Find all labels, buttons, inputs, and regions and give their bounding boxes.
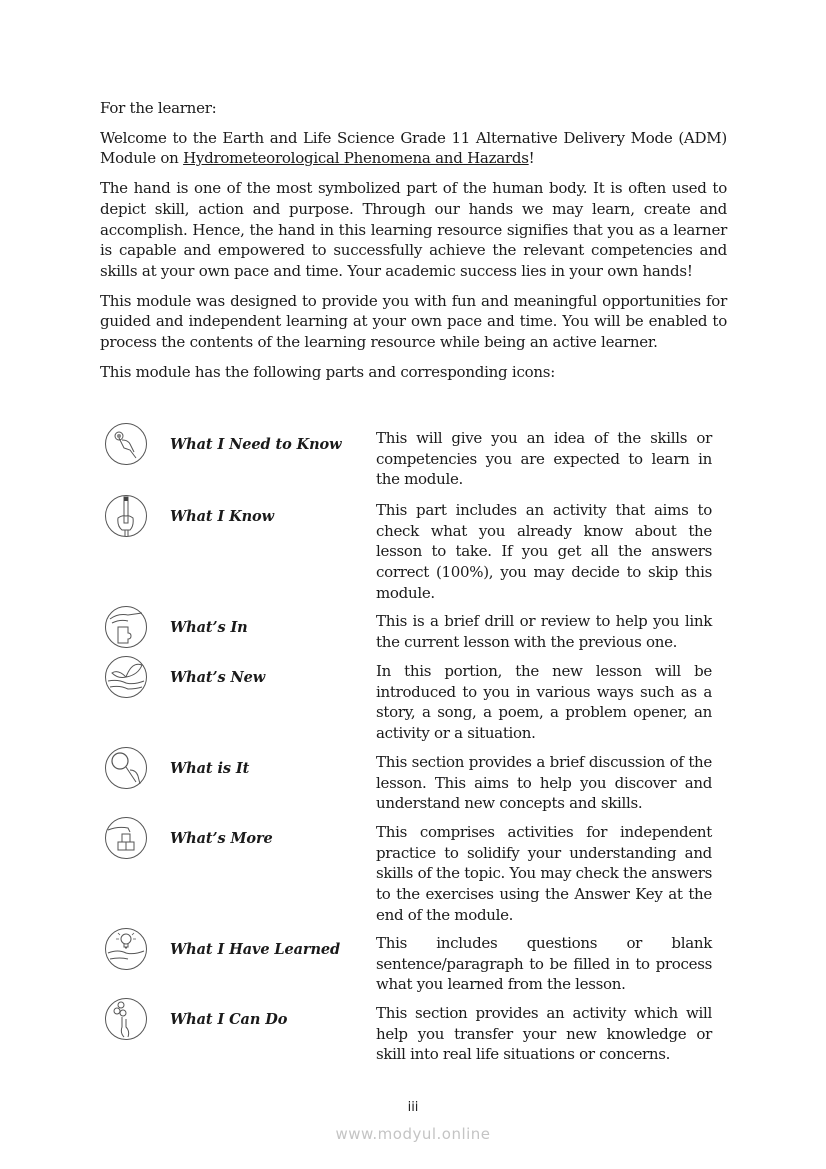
parts-intro: This module has the following parts and corresponding icons: (100, 362, 556, 381)
module-topic: Hydrometeorological Phenomena and Hazards (183, 149, 529, 168)
part-label: What is It (170, 760, 250, 777)
part-label: What I Know (170, 508, 274, 525)
welcome-paragraph (100, 128, 727, 169)
pointing-hand-icon (104, 422, 148, 466)
part-description: This comprises activities for independent practice to solidify your understanding and skills of the topic. You may check the answers to the exercises using the Answer Key at the end of the module. (376, 823, 712, 924)
hand-with-lightbulb-icon (104, 927, 148, 971)
part-label: What’s In (170, 619, 248, 636)
watermark: www.modyul.online (335, 1125, 491, 1143)
hand-with-gears-icon (104, 997, 148, 1041)
part-label: What’s New (170, 669, 266, 686)
hand-with-puzzle-icon (104, 605, 148, 649)
part-description: This part includes an activity that aims to check what you already know about the lesson to take. If you get all the answers correct (100%), you may decide to skip this module. (376, 501, 712, 602)
part-description: This section provides an activity which will help you transfer your new knowledge or skill into real life situations or concerns. (376, 1004, 712, 1064)
part-description: This includes questions or blank sentence/paragraph to be filled in to process what you learned from the lesson. (376, 934, 712, 994)
part-description: This section provides a brief discussion of the lesson. This aims to help you discover and understand new concepts and skills. (376, 753, 712, 813)
part-label: What I Need to Know (170, 436, 342, 453)
greeting: For the learner: (100, 99, 217, 117)
part-label: What I Have Learned (170, 941, 341, 958)
part-description: In this portion, the new lesson will be introduced to you in various ways such as a story, a song, a poem, a problem opener, an activity or a situation. (376, 662, 712, 743)
part-description: This will give you an idea of the skills or competencies you are expected to learn in the module. (376, 429, 712, 489)
part-label: What I Can Do (170, 1011, 288, 1028)
part-label: What’s More (170, 830, 273, 847)
hand-with-sprout-icon (104, 655, 148, 699)
page-number: iii (407, 1100, 419, 1115)
hand-with-magnifier-icon (104, 746, 148, 790)
hand-stacking-blocks-icon (104, 816, 148, 860)
hand-paragraph: The hand is one of the most symbolized part of the human body. It is often used to depict skill, action and purpose. Through our hands we may learn, create and accomplish. Hence, the hand in this learning resource signifies that you as a learner is capable and empowered to successfully achieve the relevant competencies and skills at your own pace and time. Your academic success lies in your own hands! (100, 179, 727, 280)
welcome-prefix: Welcome to the Earth and Life Science Grade 11 Alternative Delivery Mode (ADM) Module on (100, 128, 727, 168)
hand-holding-pencil-icon (104, 494, 148, 538)
intro-section (100, 98, 727, 391)
part-description: This is a brief drill or review to help you link the current lesson with the previous one. (376, 612, 712, 651)
module-paragraph: This module was designed to provide you with fun and meaningful opportunities for guided and independent learning at your own pace and time. You will be enabled to process the contents of the learning resource while being an active learner. (100, 291, 727, 352)
welcome-suffix: ! (528, 149, 535, 168)
